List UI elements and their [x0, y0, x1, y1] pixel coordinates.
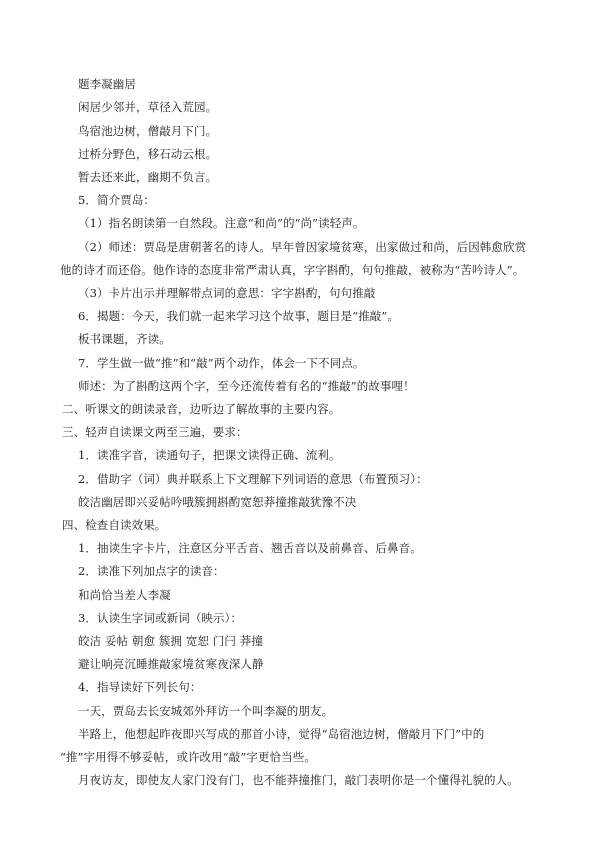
poem-line-4: 暂去还来此，幽期不负言。 [78, 170, 218, 184]
part-4-heading: 四、检查自读效果。 [62, 518, 167, 532]
vocabulary-line: 避让响亮沉睡推敲家境贫寒夜深人静 [78, 657, 264, 671]
text-line: 4．指导读好下列长句： [78, 680, 202, 694]
vocabulary-line: 皎洁幽居即兴妥帖吟哦簇拥斟酌宽恕莽撞推敲犹豫不决 [78, 495, 357, 509]
vocabulary-line: 和尚恰当差人李凝 [78, 588, 171, 602]
long-sentence: 一天，贾岛去长安城郊外拜访一个叫李凝的朋友。 [78, 704, 334, 718]
part-3-heading: 三、轻声自读课文两至三遍，要求： [62, 425, 248, 439]
text-line: （3）卡片出示并理解带点词的意思：字字斟酌，句句推敲 [78, 286, 376, 300]
part-2-heading: 二、听课文的朗读录音，边听边了解故事的主要内容。 [62, 402, 341, 416]
long-sentence: “推”字用得不够妥帖，或许改用“敲”字更恰当些。 [60, 750, 316, 764]
text-line: 师述：为了斟酌这两个字，至今还流传着有名的“推敲”的故事哩！ [78, 379, 415, 393]
text-line: 他的诗才而还俗。他作诗的态度非常严肃认真，字字斟酌，句句推敲，被称为“苦吟诗人”。 [60, 263, 525, 277]
vocabulary-line: 皎洁 妥帖 朝愈 簇拥 宽恕 门闩 莽撞 [78, 634, 263, 648]
text-line: 板书课题，齐读。 [78, 332, 171, 346]
section-7-heading: 7．学生做一做“推”和“敲”两个动作，体会一下不同点。 [78, 356, 365, 370]
poem-line-3: 过桥分野色，移石动云根。 [78, 147, 218, 161]
text-line: 2．读准下列加点字的读音： [78, 564, 225, 578]
long-sentence: 半路上，他想起昨夜即兴写成的那首小诗，觉得“岛宿池边树，僧敲月下门”中的 [78, 727, 485, 741]
poem-line-2: 鸟宿池边树，僧敲月下门。 [78, 124, 218, 138]
section-6-heading: 6．揭题：今天，我们就一起来学习这个故事，题目是“推敲”。 [78, 309, 399, 323]
poem-line-1: 闲居少邻并，草径入荒园。 [78, 100, 218, 114]
poem-title: 题李凝幽居 [78, 77, 136, 91]
text-line: 1．读准字音，读通句子，把课文读得正确、流利。 [78, 448, 341, 462]
long-sentence: 月夜访友，即使友人家门没有门，也不能莽撞推门，敲门表明你是一个懂得礼貌的人。 [78, 773, 519, 787]
section-5-heading: 5．简介贾岛： [78, 193, 156, 207]
text-line: 2．借助字（词）典并联系上下文理解下列词语的意思（布置预习）： [78, 472, 428, 486]
text-line: （2）师述：贾岛是唐朝著名的诗人。早年曾因家境贫寒，出家做过和尚，后因韩愈欣赏 [78, 240, 527, 254]
text-line: （1）指名朗读第一自然段。注意“和尚”的“尚”读轻声。 [78, 216, 365, 230]
text-line: 1．抽读生字卡片，注意区分平舌音、翘舌音以及前鼻音、后鼻音。 [78, 541, 422, 555]
text-line: 3．认读生字词或新词（映示）： [78, 611, 243, 625]
